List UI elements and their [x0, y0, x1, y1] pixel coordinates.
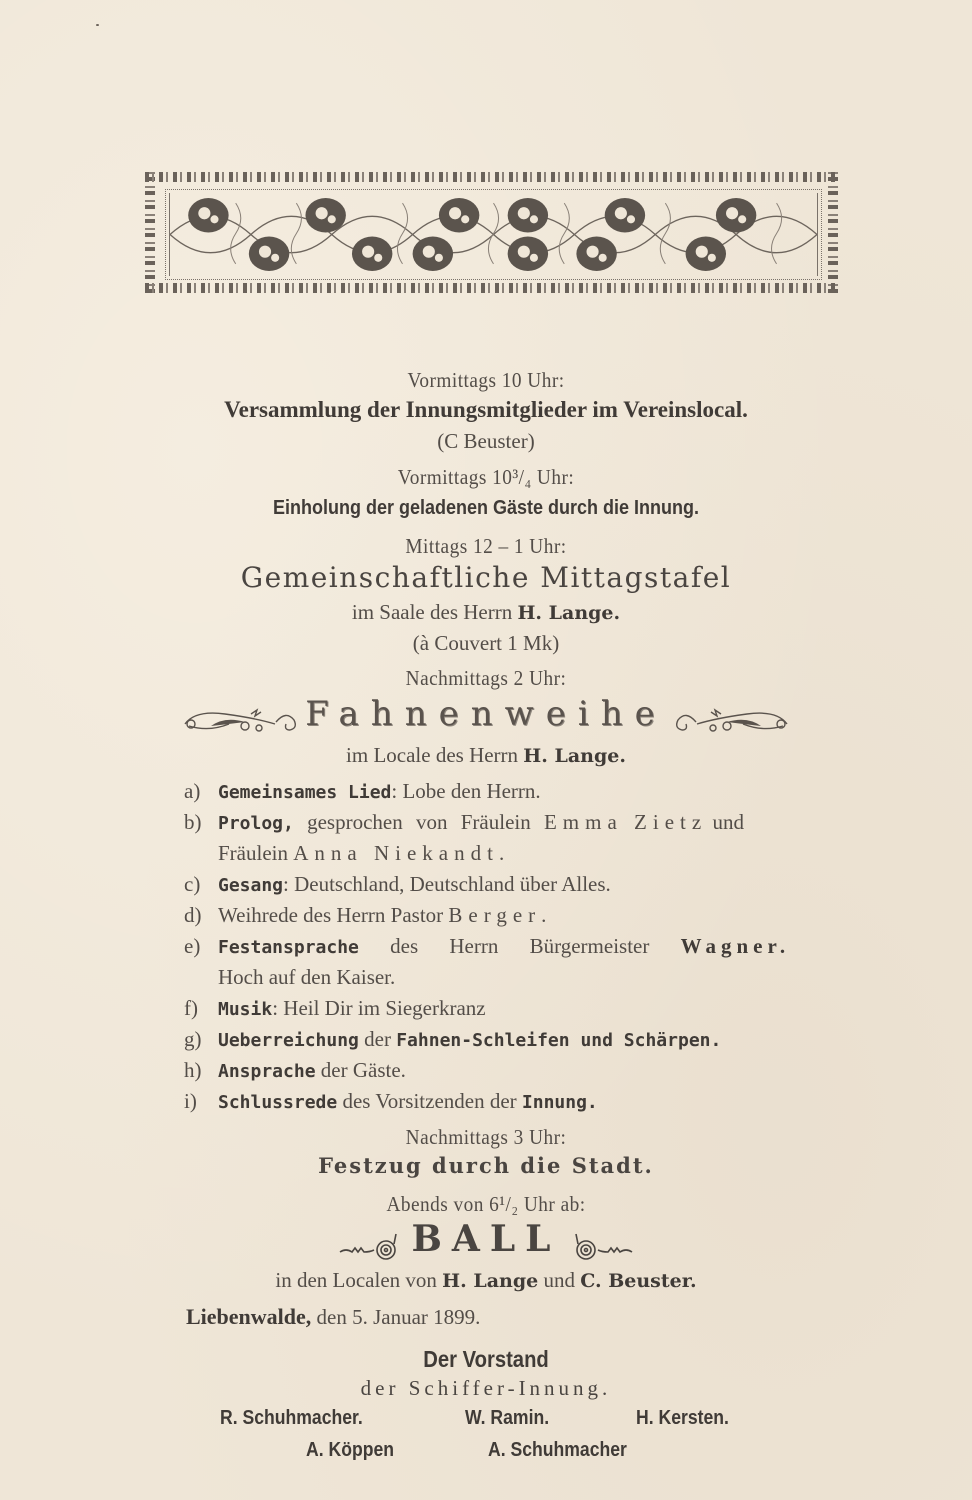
programme-item-e-continued: [184, 965, 864, 990]
schedule-time-1: Vormittags 10 Uhr:: [407, 368, 565, 392]
item-text: Weihrede des Herrn Pastor: [218, 903, 449, 927]
schedule-detail-3: (à Couvert 1 Mk): [412, 631, 560, 655]
signature-subtitle: der Schiffer-Innung.: [360, 1376, 612, 1400]
header-ornament-border: [135, 162, 848, 303]
signatory-5: A. Schuhmacher: [488, 1439, 627, 1461]
programme-item-g: [184, 1027, 864, 1052]
item-cont-text: Hoch auf den Kaiser.: [218, 965, 396, 989]
schedule-time-4: Nachmittags 2 Uhr:: [405, 666, 567, 690]
programme-item-e: [184, 934, 864, 959]
schedule-title-2: Einholung der geladenen Gäste durch die Innung.: [272, 497, 700, 519]
left-flourish-icon: [181, 706, 301, 736]
item-text: des Vorsitzenden der: [337, 1089, 522, 1113]
programme-item-i: [184, 1089, 864, 1114]
location-name: H. Lange.: [517, 602, 621, 624]
location-name-2: C. Beuster.: [580, 1270, 697, 1292]
person-name: Emma Zietz: [543, 810, 708, 834]
signatory-1: R. Schuhmacher.: [220, 1407, 363, 1429]
evening-location: in den Localen von H. Lange und C. Beuster.: [275, 1268, 697, 1292]
signatory-2: W. Ramin.: [465, 1407, 550, 1429]
afternoon-time: Nachmittags 3 Uhr:: [405, 1125, 567, 1149]
location-name-1: H. Lange: [442, 1270, 539, 1292]
item-text: : Heil Dir im Siegerkranz: [272, 996, 486, 1020]
scroll-frieze-icon: [170, 193, 817, 276]
dateline: [186, 1304, 480, 1330]
item-bold: Ansprache: [218, 1061, 316, 1082]
location-prefix: im Locale des Herrn: [346, 743, 519, 767]
signatory-4: A. Köppen: [306, 1439, 394, 1461]
dateline-place: Liebenwalde,: [186, 1304, 312, 1329]
programme-item-f: [184, 996, 864, 1021]
right-flourish-icon: [671, 706, 791, 736]
item-bold-2: Fahnen-Schleifen und Schärpen.: [396, 1030, 722, 1051]
item-text: der Gäste.: [315, 1058, 406, 1082]
item-bold-2: Innung.: [521, 1092, 598, 1113]
item-text: : Lobe den Herrn.: [391, 779, 541, 803]
right-spiral-ornament-icon: [564, 1230, 634, 1264]
schedule-title-1: Versammlung der Innungsmitglieder im Vereinslocal.: [224, 397, 748, 422]
dateline-date: den 5. Januar 1899.: [311, 1305, 481, 1329]
person-name: Anna Niekandt: [293, 841, 499, 865]
item-bold: Ueberreichung: [218, 1030, 359, 1051]
programme-item-b-continued: Fräulein Anna Niekandt.: [218, 841, 505, 865]
schedule-location-3: [0, 600, 972, 625]
programme-item-c: [184, 872, 864, 897]
schedule-time-2: Vormittags 10³/₄ Uhr:: [397, 465, 575, 489]
person-name: Wagner.: [680, 934, 791, 958]
item-bold: Gesang: [218, 875, 284, 896]
item-bold: Prolog,: [218, 813, 294, 834]
programme-item-d: d) Weihrede des Herrn Pastor Berger.: [184, 903, 547, 927]
item-label: e): [184, 934, 201, 958]
left-spiral-ornament-icon: [338, 1230, 408, 1264]
programme-item-a: [184, 779, 864, 804]
item-label: c): [184, 872, 201, 896]
paper-speck: [96, 24, 99, 26]
ornament-frieze: [169, 193, 818, 276]
ball-heading: [0, 1218, 972, 1264]
fahnenweihe-heading: [0, 694, 972, 736]
item-label: h): [184, 1058, 202, 1082]
item-label: d): [184, 903, 202, 927]
item-bold: Gemeinsames Lied: [218, 782, 392, 803]
item-label: a): [184, 779, 201, 803]
signature-title: Der Vorstand: [423, 1346, 549, 1372]
signatory-3: H. Kersten.: [636, 1407, 729, 1429]
item-label: b): [184, 810, 202, 834]
item-text: gesprochen von Fräulein: [293, 810, 544, 834]
item-cont-text: Fräulein: [218, 841, 294, 865]
item-text: des Herrn Bürgermeister: [358, 934, 681, 958]
schedule-title-3: Gemeinschaftliche Mittagstafel: [240, 561, 732, 594]
person-name: Berger: [448, 903, 542, 927]
ornament-inner-frame: [165, 189, 822, 280]
item-bold: Schlussrede: [218, 1092, 338, 1113]
item-text-end: und: [707, 810, 744, 834]
ball-title: BALL: [411, 1218, 561, 1260]
item-text: der: [358, 1027, 397, 1051]
item-label: f): [184, 996, 198, 1020]
evening-time: Abends von 6¹/₂ Uhr ab:: [386, 1192, 586, 1216]
location-prefix: in den Localen von: [275, 1268, 443, 1292]
item-bold: Musik: [218, 999, 273, 1020]
location-name: H. Lange.: [523, 745, 626, 767]
schedule-detail-1: (C Beuster): [437, 429, 535, 453]
afternoon-title: Festzug durch die Stadt.: [318, 1153, 654, 1178]
schedule-time-3: Mittags 12 – 1 Uhr:: [405, 534, 567, 558]
programme-item-h: [184, 1058, 864, 1083]
item-label: i): [184, 1089, 197, 1113]
schedule-location-4: [0, 743, 972, 768]
item-bold: Festansprache: [218, 937, 359, 958]
fahnenweihe-title: Fahnenweihe: [305, 694, 667, 734]
location-prefix: im Saale des Herrn: [351, 600, 513, 624]
item-text: : Deutschland, Deutschland über Alles.: [283, 872, 611, 896]
item-label: g): [184, 1027, 202, 1051]
programme-item-b: [184, 810, 864, 835]
